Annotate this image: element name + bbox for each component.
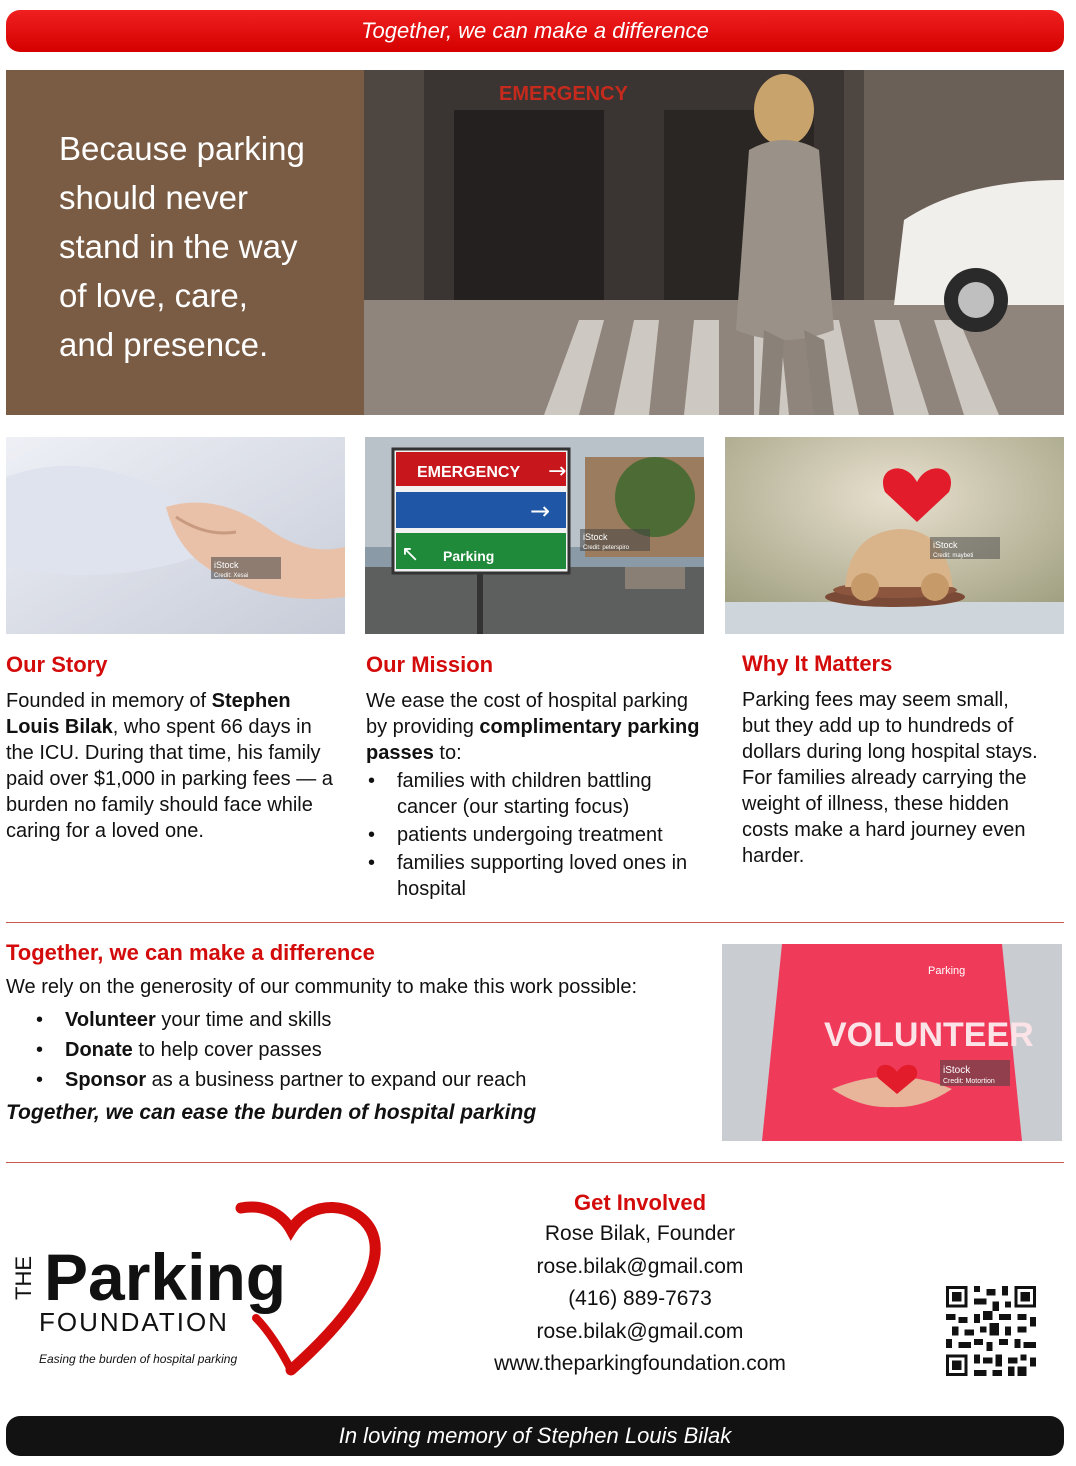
right-arrow-icon: →: [530, 497, 551, 525]
contact-email-link[interactable]: rose.bilak@gmail.com: [536, 1319, 744, 1343]
hero-section: [6, 70, 1064, 415]
hero-line: of love, care,: [59, 277, 248, 314]
logo-tagline: Easing the burden of hospital parking: [39, 1352, 238, 1366]
hero-line: Because parking: [59, 130, 305, 167]
logo-the: THE: [11, 1256, 36, 1300]
volunteer-photo: [722, 944, 1062, 1141]
together-intro: We rely on the generosity of our community to make this work possible:: [6, 976, 638, 998]
action-bold: Sponsor: [65, 1069, 147, 1091]
list-item: [36, 1005, 526, 1035]
get-involved-title: Get Involved: [573, 1190, 707, 1215]
list-item: • families supporting loved ones in hospital: [366, 850, 711, 902]
photo-credit: Credit: Motortion: [943, 1078, 995, 1085]
mission-text: to:: [433, 742, 462, 764]
hero-line: and presence.: [59, 326, 269, 363]
action-text: to help cover passes: [132, 1039, 322, 1061]
shirt-logo-text: Parking: [928, 965, 966, 977]
why-it-matters-title: Why It Matters: [742, 651, 893, 676]
action-text: your time and skills: [155, 1009, 332, 1031]
volunteer-illustration: [722, 944, 1062, 1141]
shirt-volunteer-text: VOLUNTEER: [824, 1016, 1034, 1054]
photo-credit-brand: iStock: [214, 560, 239, 570]
website-link[interactable]: www.theparkingfoundation.com: [494, 1352, 786, 1375]
qr-code-graphic: [946, 1286, 1036, 1376]
sign-emergency-text: EMERGENCY: [417, 464, 521, 481]
hero-photo: [364, 70, 1064, 415]
top-banner: Together, we can make a difference: [6, 10, 1064, 52]
list-item: [36, 1065, 526, 1095]
contact-founder: Rose Bilak, Founder: [544, 1222, 736, 1245]
sign-parking-text: Parking: [443, 548, 495, 564]
list-item: [36, 1035, 526, 1065]
photo-credit: Credit: maybeti: [933, 553, 974, 559]
action-bold: Donate: [65, 1039, 133, 1061]
logo-foundation: FOUNDATION: [39, 1307, 229, 1337]
photo-credit: Credit: Xesai: [214, 573, 249, 579]
hero-line: stand in the way: [59, 228, 298, 265]
our-mission-body: [366, 688, 711, 904]
photo-credit-brand: iStock: [583, 532, 608, 542]
why-it-matters-body: Parking fees may seem small, but they add up to hundreds of dollars during long hospital stays. For families already carrying the weight of illness, these hidden costs make a hard journey even harder.: [742, 689, 1038, 867]
qr-code-icon[interactable]: [946, 1286, 1036, 1376]
section-divider: [6, 922, 1064, 923]
together-title: Together, we can make a difference: [6, 940, 375, 965]
photo-credit-brand: iStock: [933, 540, 958, 550]
hero-line: should never: [59, 179, 248, 216]
hands-photo: [6, 437, 345, 634]
our-story-body: [6, 688, 341, 844]
our-mission-title: Our Mission: [366, 652, 494, 677]
mission-bold: complimentary parking passes: [366, 716, 700, 764]
heart-logo-icon: [6, 1200, 386, 1390]
our-story-title: Our Story: [6, 652, 108, 677]
story-name: Stephen Louis Bilak: [6, 690, 291, 738]
action-text: as a business partner to expand our reach: [146, 1069, 527, 1091]
contact-block: [440, 1188, 840, 1381]
hero-text-panel: [6, 70, 364, 415]
bottom-banner: In loving memory of Stephen Louis Bilak: [6, 1416, 1064, 1456]
right-arrow-icon: →: [548, 459, 567, 484]
list-item: • patients undergoing treatment: [366, 822, 711, 848]
list-item: • families with children battling cancer (our starting focus): [366, 768, 711, 820]
together-closing: Together, we can ease the burden of hospital parking: [6, 1101, 537, 1124]
logo-name: Parking: [44, 1240, 287, 1314]
actions-list: [36, 1005, 526, 1095]
parking-foundation-logo: [6, 1200, 386, 1390]
parking-sign-photo: [365, 437, 704, 634]
toy-car-photo: [725, 437, 1064, 634]
up-left-arrow-icon: ↖: [401, 542, 420, 567]
mission-text: We ease the cost of hospital parking by providing: [366, 690, 689, 738]
holding-hands-illustration: [6, 437, 345, 634]
action-bold: Volunteer: [65, 1009, 156, 1031]
contact-phone[interactable]: (416) 889-7673: [568, 1287, 712, 1310]
hospital-entrance-illustration: [364, 70, 1064, 415]
section-divider: [6, 1162, 1064, 1163]
story-text: Founded in memory of: [6, 690, 212, 712]
hospital-sign-illustration: [365, 437, 704, 634]
mission-list: [366, 768, 711, 902]
toy-car-heart-illustration: [725, 437, 1064, 634]
contact-email-link[interactable]: rose.bilak@gmail.com: [536, 1254, 744, 1278]
photo-credit-brand: iStock: [943, 1065, 971, 1076]
hero-photo-sign: EMERGENCY: [499, 83, 628, 105]
story-text: , who spent 66 days in the ICU. During that time, his family paid over $1,000 in parking fees — a burden no family should face while caring for a loved one.: [6, 716, 333, 842]
photo-credit: Credit: peterspiro: [583, 545, 630, 551]
